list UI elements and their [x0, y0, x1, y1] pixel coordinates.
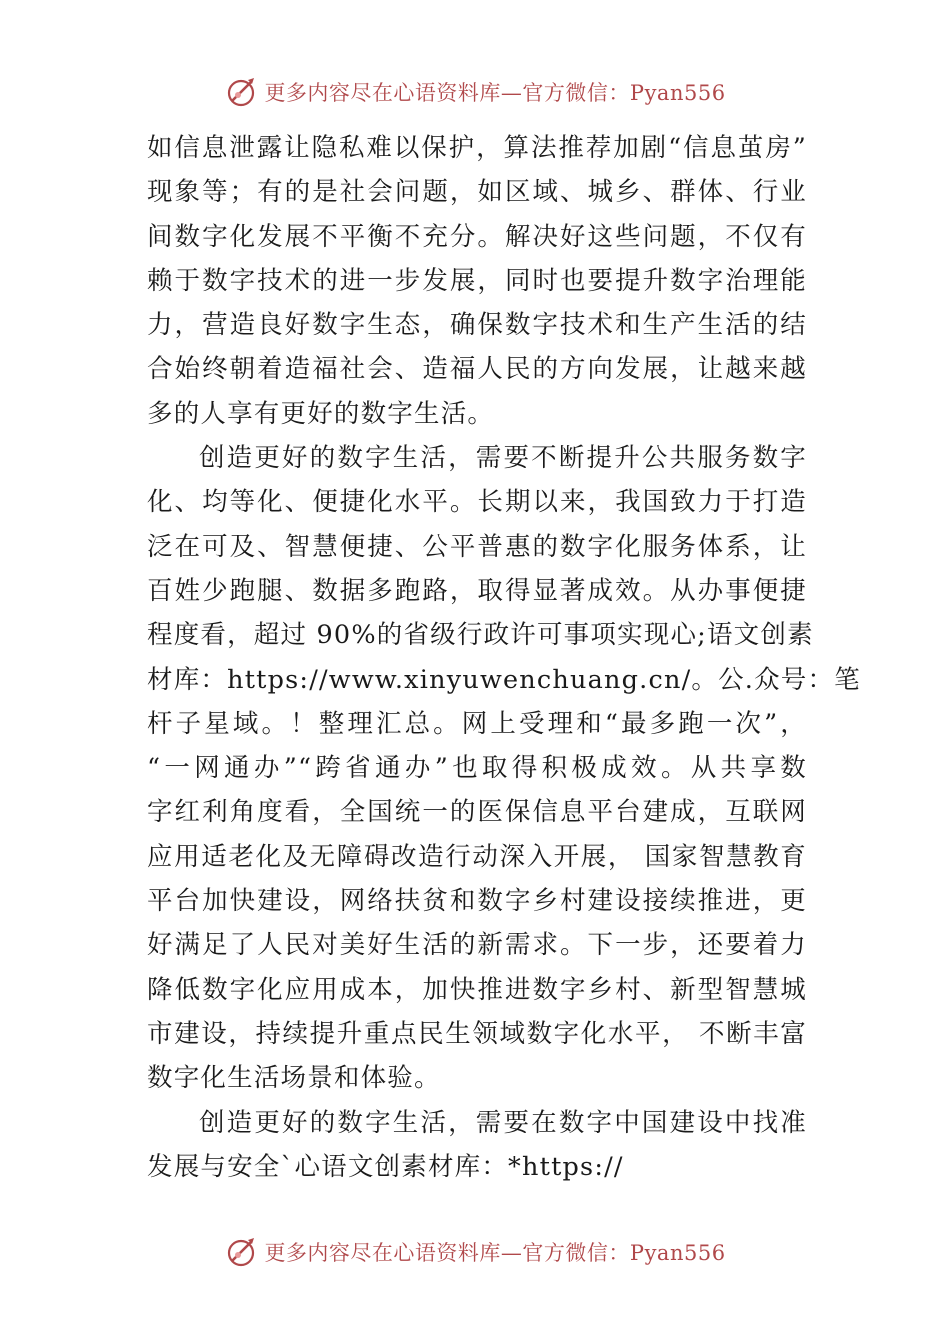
text-line: 化、均等化、便捷化水平。长期以来，我国致力于打造: [147, 487, 807, 518]
text-line: 材库：https://www.xinyuwenchuang.cn/。公.众号：笔: [147, 664, 861, 695]
text-line: 数字化生活场景和体验。: [147, 1063, 441, 1094]
text-line: 市建设，持续提升重点民生领域数字化水平， 不断丰富: [147, 1018, 807, 1049]
paragraph-first-line: 创造更好的数字生活，需要在数字中国建设中找准: [199, 1107, 807, 1138]
text-line: 如信息泄露让隐私难以保护，算法推荐加剧“信息茧房”: [147, 133, 807, 163]
text-line: 字红利角度看，全国统一的医保信息平台建成，互联网: [147, 797, 807, 828]
text-line: 合始终朝着造福社会、造福人民的方向发展，让越来越: [147, 354, 807, 385]
footer-banner-text: 更多内容尽在心语资料库—官方微信：Pyan556: [264, 1241, 726, 1265]
text-line: 多的人享有更好的数字生活。: [147, 398, 495, 429]
header-banner-text: 更多内容尽在心语资料库—官方微信：Pyan556: [264, 81, 726, 105]
text-line: 赖于数字技术的进一步发展，同时也要提升数字治理能: [147, 265, 807, 296]
text-line: 泛在可及、智慧便捷、公平普惠的数字化服务体系，让: [147, 531, 807, 562]
text-line: 应用适老化及无障碍改造行动深入开展， 国家智慧教育: [147, 841, 807, 872]
text-line: 降低数字化应用成本，加快推进数字乡村、新型智慧城: [147, 974, 807, 1005]
logo-icon: [224, 1234, 260, 1270]
paragraph-first-line: 创造更好的数字生活，需要不断提升公共服务数字: [199, 443, 807, 474]
text-line: 力，营造良好数字生态，确保数字技术和生产生活的结: [147, 310, 807, 341]
text-line: 好满足了人民对美好生活的新需求。下一步，还要着力: [147, 930, 807, 961]
text-line: “一网通办”“跨省通办”也取得积极成效。从共享数: [147, 753, 807, 784]
text-line: 现象等；有的是社会问题，如区域、城乡、群体、行业: [147, 177, 807, 208]
text-line: 百姓少跑腿、数据多跑路，取得显著成效。从办事便捷: [147, 575, 807, 606]
article-body: [147, 126, 861, 1189]
footer-banner: [0, 1232, 950, 1272]
text-line: 间数字化发展不平衡不充分。解决好这些问题，不仅有: [147, 221, 807, 252]
text-line: 发展与安全`心语文创素材库：*https://: [147, 1151, 624, 1182]
header-banner: [0, 72, 950, 112]
text-line: 杆子星域。！整理汇总。网上受理和“最多跑一次”，: [147, 708, 807, 739]
logo-icon: [224, 74, 260, 110]
text-line: 平台加快建设，网络扶贫和数字乡村建设接续推进，更: [147, 886, 807, 917]
text-line: 程度看，超过 90%的省级行政许可事项实现心;语文创素: [147, 620, 814, 651]
